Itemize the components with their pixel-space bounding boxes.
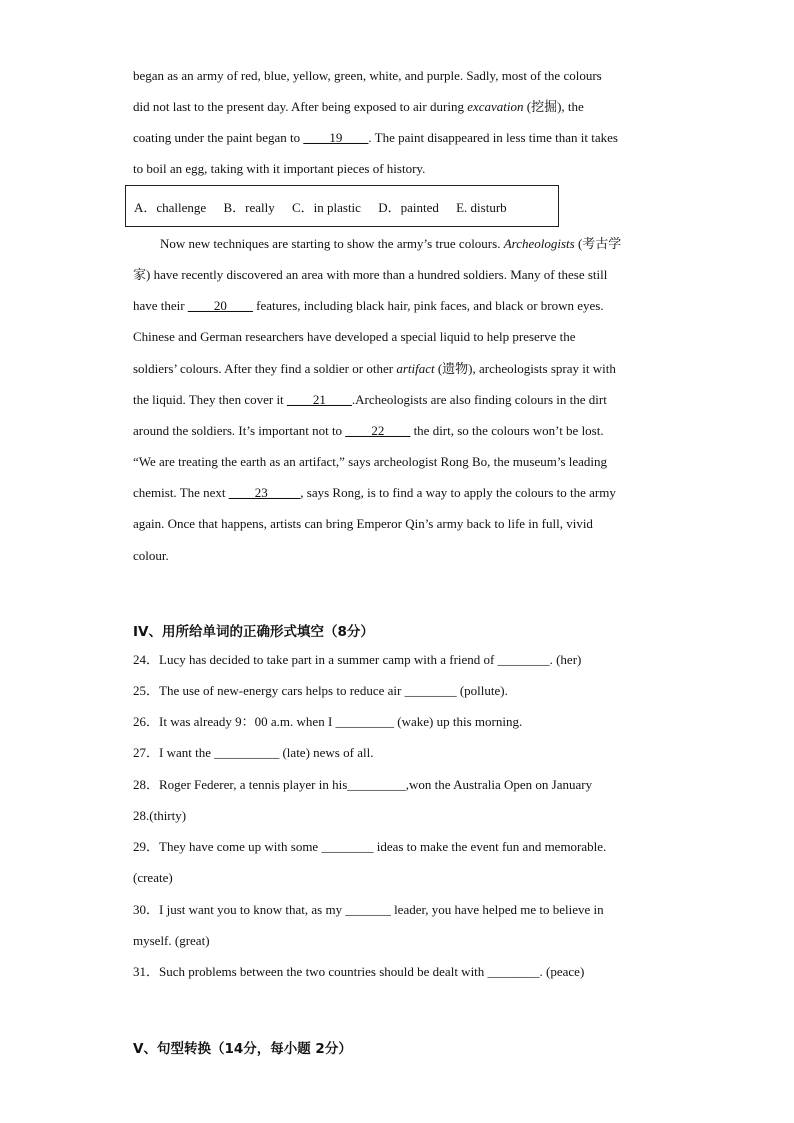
blank-20[interactable]: ____20____ [187,298,253,313]
text: again. Once that happens, artists can bring Emperor Qin’s army back to life in full, vivid [133,516,593,531]
text: colour. [133,548,169,563]
option-b: B．really [223,200,275,215]
section-heading-v: V、句型转换（14分，每小题 2分） [133,1041,352,1057]
text: to boil an egg, taking with it important pieces of history. [133,161,426,176]
text: Chinese and German researchers have developed a special liquid to help preserve the [133,329,576,344]
blank-23[interactable]: ____23_____ [228,485,301,500]
text: the liquid. They then cover it [133,392,287,407]
question-28-cont: 28.(thirty) [133,808,187,823]
option-a: A．challenge [134,200,207,215]
option-e: E. disturb [456,200,507,215]
question-27: 27．I want the __________ (late) news of all. [133,745,374,760]
passage-line [133,423,604,439]
italic-term: excavation [467,99,524,114]
options-row [134,200,521,216]
passage-line [133,361,616,377]
question-25: 25．The use of new-energy cars helps to reduce air ________ (pollute). [133,683,508,698]
question-30: 30．I just want you to know that, as my _______ leader, you have helped me to believe in [133,902,604,917]
text: around the soldiers. It’s important not to [133,423,346,438]
passage-line [133,68,602,84]
italic-term: artifact [396,361,435,376]
question-24: 24．Lucy has decided to take part in a summer camp with a friend of ________. (her) [133,652,582,667]
text: features, including black hair, pink faces, and black or brown eyes. [252,298,604,313]
text: Now new techniques are starting to show the army’s true colours. [160,236,504,251]
text: 家) have recently discovered an area with more than a hundred soldiers. Many of these still [133,267,608,282]
text: , says Rong, is to find a way to apply the colours to the army [300,485,616,500]
text: “We are treating the earth as an artifact,” says archeologist Rong Bo, the museum’s leading [133,454,608,469]
text: began as an army of red, blue, yellow, green, white, and purple. Sadly, most of the colours [133,68,602,83]
text: (挖掘), the [523,99,584,114]
text: chemist. The next [133,485,229,500]
question-31: 31．Such problems between the two countries should be dealt with ________. (peace) [133,964,585,979]
passage-line [160,236,621,252]
text: .Archeologists are also finding colours in the dirt [351,392,607,407]
passage-line [133,454,607,470]
passage-line [133,99,584,115]
italic-term: Archeologists [503,236,575,251]
option-c: C．in plastic [291,200,361,215]
text: soldiers’ colours. After they find a soldier or other [133,361,397,376]
question-29-cont: (create) [133,870,173,885]
text: (遗物), archeologists spray it with [434,361,616,376]
passage-line [133,130,618,146]
passage-line [133,516,593,532]
question-26: 26．It was already 9：00 a.m. when I _________ (wake) up this morning. [133,714,523,729]
blank-22[interactable]: ____22____ [345,423,411,438]
question-30-cont: myself. (great) [133,933,210,948]
blank-21[interactable]: ____21____ [286,392,352,407]
passage-line [133,161,425,177]
options-box [125,185,559,227]
section-heading-iv: IV、用所给单词的正确形式填空（8分） [133,624,374,640]
question-28: 28．Roger Federer, a tennis player in his_________,won the Australia Open on January [133,777,593,792]
text: . The paint disappeared in less time than it takes [368,130,618,145]
passage-line [133,485,616,501]
passage-line [133,392,607,408]
question-29: 29．They have come up with some ________ ideas to make the event fun and memorable. [133,839,607,854]
text: coating under the paint began to [133,130,304,145]
passage-line [133,329,576,345]
text: the dirt, so the colours won’t be lost. [410,423,604,438]
passage-line [133,298,604,314]
option-d: D．painted [378,200,439,215]
text: have their [133,298,188,313]
blank-19[interactable]: ____19____ [303,130,369,145]
text: did not last to the present day. After being exposed to air during [133,99,468,114]
passage-line [133,548,169,564]
text: (考古学 [574,236,622,251]
passage-line [133,267,607,283]
